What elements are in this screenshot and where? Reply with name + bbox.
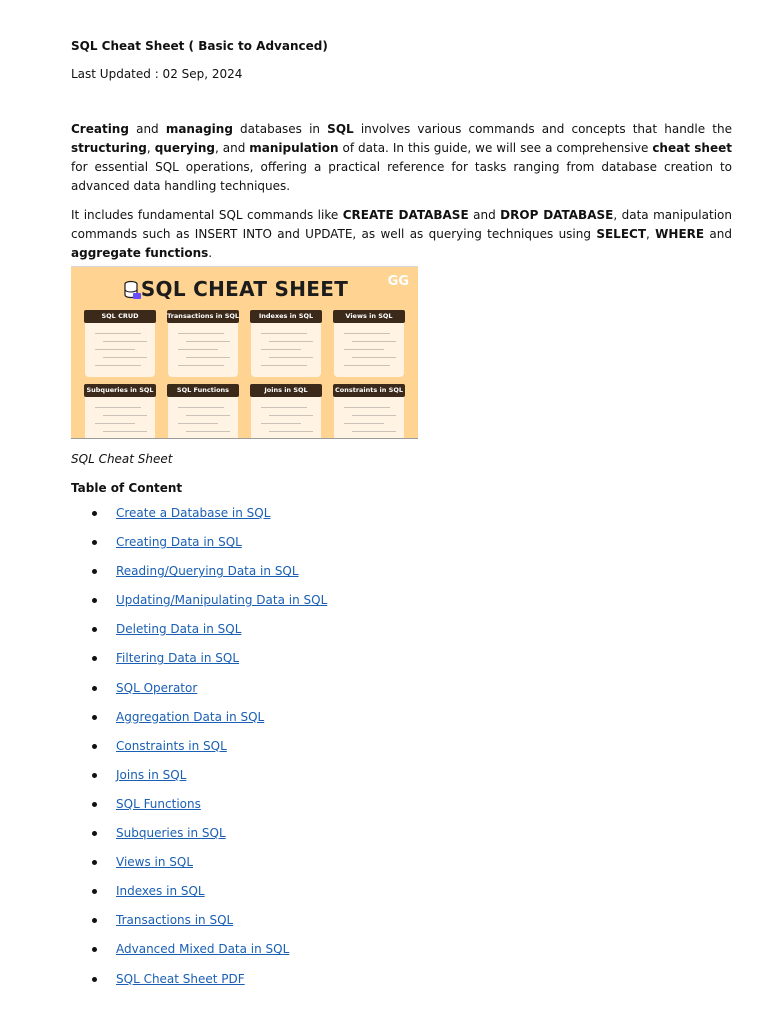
- text-run: and: [128, 122, 166, 136]
- bold-word: DROP DATABASE: [500, 208, 614, 222]
- list-item: [71, 877, 732, 906]
- banner-card-label: Joins in SQL: [250, 384, 322, 397]
- banner-card: [168, 387, 238, 439]
- bullet-icon: [92, 598, 97, 603]
- text-run: It includes fundamental SQL commands like: [71, 208, 343, 222]
- bold-word: querying: [154, 141, 215, 155]
- article-title: SQL Cheat Sheet ( Basic to Advanced): [71, 39, 328, 53]
- list-item: [71, 965, 732, 994]
- banner-card: [334, 313, 404, 377]
- banner-card: [251, 387, 321, 439]
- list-item: [71, 703, 732, 732]
- toc-link[interactable]: Constraints in SQL: [116, 738, 227, 753]
- bold-word: cheat sheet: [652, 141, 732, 155]
- brand-logo: GG: [387, 274, 409, 289]
- bullet-icon: [92, 889, 97, 894]
- toc-link[interactable]: Advanced Mixed Data in SQL: [116, 942, 290, 957]
- list-item: [71, 528, 732, 557]
- banner-card: [334, 387, 404, 439]
- intro-paragraph-2: [71, 206, 732, 263]
- bold-word: WHERE: [655, 227, 705, 241]
- toc-link[interactable]: SQL Cheat Sheet PDF: [116, 971, 245, 986]
- bullet-icon: [92, 860, 97, 865]
- bullet-icon: [92, 977, 97, 982]
- bullet-icon: [92, 540, 97, 545]
- bullet-icon: [92, 744, 97, 749]
- list-item: [71, 935, 732, 964]
- banner-card-label: Views in SQL: [333, 310, 405, 323]
- document-page: [71, 38, 732, 994]
- banner-heading: SQL CHEAT SHEET: [140, 277, 349, 301]
- list-item: [71, 761, 732, 790]
- bold-word: CREATE DATABASE: [342, 208, 469, 222]
- text-run: involves various commands and concepts that handle the: [353, 122, 732, 136]
- bullet-icon: [92, 831, 97, 836]
- bold-word: SELECT: [596, 227, 647, 241]
- bold-word: manipulation: [249, 141, 339, 155]
- toc-heading: Table of Content: [71, 481, 183, 495]
- text-run: .: [208, 246, 213, 260]
- text-run: ,: [146, 141, 155, 155]
- bullet-icon: [92, 802, 97, 807]
- text-run: ,: [646, 227, 656, 241]
- banner-card-label: Subqueries in SQL: [84, 384, 156, 397]
- toc-link[interactable]: Reading/Querying Data in SQL: [116, 564, 299, 579]
- banner-card: [168, 313, 238, 377]
- image-caption: SQL Cheat Sheet: [71, 452, 173, 466]
- bullet-icon: [92, 947, 97, 952]
- list-item: [71, 586, 732, 615]
- bullet-icon: [92, 511, 97, 516]
- table-of-contents: [71, 499, 732, 994]
- bullet-icon: [92, 656, 97, 661]
- banner-card: [251, 313, 321, 377]
- bullet-icon: [92, 569, 97, 574]
- banner-card-label: Constraints in SQL: [333, 384, 405, 397]
- toc-link[interactable]: SQL Operator: [116, 680, 198, 695]
- bold-word: aggregate functions: [71, 246, 209, 260]
- bullet-icon: [92, 715, 97, 720]
- list-item: [71, 906, 732, 935]
- text-run: , and: [214, 141, 250, 155]
- toc-link[interactable]: Views in SQL: [116, 855, 194, 870]
- list-item: [71, 790, 732, 819]
- list-item: [71, 644, 732, 673]
- toc-link[interactable]: Subqueries in SQL: [116, 826, 226, 841]
- intro-paragraph-1: [71, 120, 732, 196]
- toc-link[interactable]: Filtering Data in SQL: [116, 651, 240, 666]
- cheat-sheet-banner-image: [71, 266, 418, 439]
- list-item: [71, 819, 732, 848]
- bullet-icon: [92, 627, 97, 632]
- toc-link[interactable]: Deleting Data in SQL: [116, 622, 242, 637]
- bullet-icon: [92, 686, 97, 691]
- text-run: databases in: [232, 122, 328, 136]
- list-item: [71, 848, 732, 877]
- last-updated: Last Updated : 02 Sep, 2024: [71, 67, 243, 81]
- list-item: [71, 499, 732, 528]
- list-item: [71, 732, 732, 761]
- list-item: [71, 615, 732, 644]
- bold-word: managing: [165, 122, 233, 136]
- banner-card-label: SQL CRUD: [84, 310, 156, 323]
- text-run: , data manipulation commands such as INSERT INTO and UPDATE, as well as querying techniques using: [71, 208, 732, 241]
- toc-link[interactable]: SQL Functions: [116, 796, 201, 811]
- list-item: [71, 674, 732, 703]
- banner-card-label: Transactions in SQL: [167, 310, 239, 323]
- text-run: of data. In this guide, we will see a comprehensive: [338, 141, 653, 155]
- bullet-icon: [92, 918, 97, 923]
- bullet-icon: [92, 773, 97, 778]
- list-item: [71, 557, 732, 586]
- toc-link[interactable]: Joins in SQL: [116, 767, 187, 782]
- banner-card: [85, 313, 155, 377]
- bold-word: Creating: [71, 122, 129, 136]
- toc-link[interactable]: Aggregation Data in SQL: [116, 709, 265, 724]
- banner-card-label: Indexes in SQL: [250, 310, 322, 323]
- toc-link[interactable]: Transactions in SQL: [116, 913, 234, 928]
- bold-word: SQL: [327, 122, 354, 136]
- toc-link[interactable]: Indexes in SQL: [116, 884, 205, 899]
- banner-card: [85, 387, 155, 439]
- text-run: and: [704, 227, 733, 241]
- toc-link[interactable]: Create a Database in SQL: [116, 506, 271, 520]
- text-run: and: [468, 208, 501, 222]
- toc-link[interactable]: Creating Data in SQL: [116, 535, 242, 550]
- bold-word: structuring: [71, 141, 147, 155]
- banner-card-label: SQL Functions: [167, 384, 239, 397]
- toc-link[interactable]: Updating/Manipulating Data in SQL: [116, 593, 328, 608]
- text-run: for essential SQL operations, offering a practical reference for tasks ranging from database creation to advanced data handling techniques.: [71, 160, 732, 193]
